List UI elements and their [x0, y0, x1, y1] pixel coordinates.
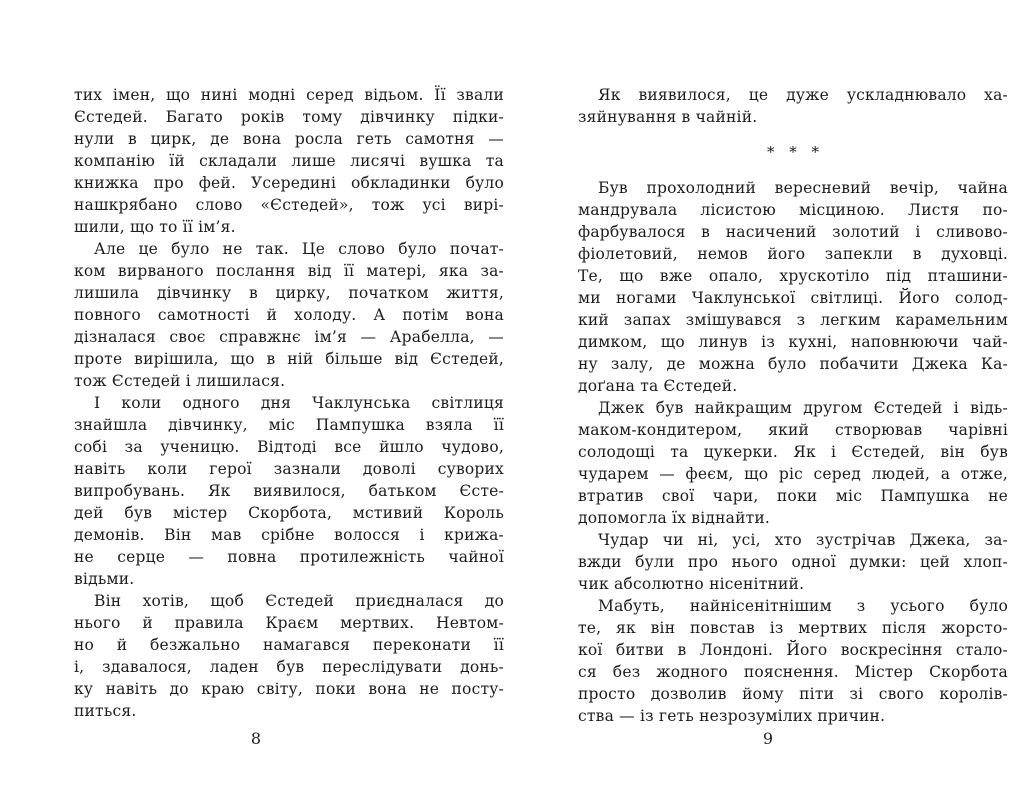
text-line: но й безжально намагався переконати її [74, 636, 504, 654]
text-line: ся без жодного пояснення. Містер Скорбота [578, 663, 1008, 681]
paragraph [74, 84, 504, 238]
text-line: книжка про фей. Усередині обкладинки було [74, 174, 504, 192]
text-line: Мабуть, найнісенітнішим з усього було [598, 597, 1008, 615]
text-line: тож Єстедей і лишилася. [74, 372, 286, 390]
text-line: димком, що линув із кухні, наповнюючи чай- [578, 333, 1008, 351]
text-line: фарбувалося в насичений золотий і сливово- [578, 223, 1008, 241]
paragraph [74, 590, 504, 722]
text-line: нули в цирк, де вона росла геть самотня — [74, 130, 504, 148]
section-separator: * * * [766, 143, 820, 161]
text-line: солодощі та цукерки. Як і Єстедей, він був [578, 443, 1008, 461]
left-page-text-column [74, 84, 504, 722]
text-line: ку навіть до краю світу, поки вона не посту- [74, 680, 504, 698]
text-line: випробувань. Як виявилося, батьком Єсте- [74, 482, 504, 500]
text-line: дізналася своє справжнє ім’я — Арабелла, — [74, 328, 504, 346]
text-line: Єстедей. Багато років тому дівчинку підки- [74, 108, 504, 126]
right-page-paragraphs-after-separator [578, 177, 1008, 727]
text-line: просто дозволив йому піти зі свого королів- [578, 685, 1008, 703]
text-line: нашкрябано слово «Єстедей», тож усі вирі- [74, 196, 504, 214]
text-line: демонів. Він мав срібне волосся і крижа- [74, 526, 504, 544]
text-line: відьми. [74, 570, 135, 588]
text-line: Те, що вже опало, хрускотіло під пташини- [578, 267, 1008, 285]
text-line: ком вирваного послання від її матері, яка за- [74, 262, 504, 280]
text-line: дей був містер Скорбота, мстивий Король [74, 504, 504, 522]
text-line: Чудар чи ні, усі, хто зустрічав Джека, за- [598, 531, 1008, 549]
text-line: чик абсолютно нісенітний. [578, 575, 805, 593]
text-line: чударем — феєм, що ріс серед людей, а отже, [578, 465, 1008, 483]
paragraph [578, 529, 1008, 595]
text-line: знайшла дівчинку, міс Пампушка взяла її [74, 416, 504, 434]
text-line: Був прохолодний вересневий вечір, чайна [598, 179, 1008, 197]
text-line: кої битви в Лондоні. Його воскресіння стало- [578, 641, 1008, 659]
text-line: компанію їй складали лише лисячі вушка та [74, 152, 504, 170]
text-line: кий запах змішувався з легким карамельним [578, 311, 1008, 329]
text-line: те, як він повстав із мертвих після жорсто- [578, 619, 1008, 637]
text-line: навіть коли герої зазнали доволі суворих [74, 460, 504, 478]
text-line: зяйнування в чайній. [578, 108, 758, 126]
text-line: ства — із геть незрозумілих причин. [578, 707, 886, 725]
text-line: питься. [74, 702, 137, 720]
text-line: допомогла їх віднайти. [578, 509, 771, 527]
paragraph [74, 392, 504, 590]
right-page-text-column [578, 84, 1008, 727]
text-line: повного самотності й холоду. А потім вона [74, 306, 504, 324]
paragraph [578, 595, 1008, 727]
text-line: втратив свої чари, поки міс Пампушка не [578, 487, 1008, 505]
text-line: І коли одного дня Чаклунська світлиця [94, 394, 504, 412]
text-line: і, здавалося, ладен був переслідувати донь- [74, 658, 504, 676]
text-line: Але це було не так. Це слово було почат- [94, 240, 504, 258]
text-line: мандрувала лісистою місциною. Листя по- [578, 201, 1008, 219]
paragraph [578, 84, 1008, 128]
right-page-number: 9 [762, 729, 774, 748]
right-page-paragraphs-before-separator [578, 84, 1008, 128]
text-line: лишила дівчинку в цирку, початком життя, [74, 284, 504, 302]
text-line: тих імен, що нині модні серед відьом. Її звали [74, 86, 504, 104]
text-line: фіолетовий, немов його запекли в духовці. [578, 245, 1008, 263]
text-line: ми ногами Чаклунської світлиці. Його солод- [578, 289, 1008, 307]
paragraph [578, 397, 1008, 529]
text-line: Він хотів, щоб Єстедей приєдналася до [94, 592, 504, 610]
text-line: Джек був найкращим другом Єстедей і відь- [598, 399, 1008, 417]
paragraph [578, 177, 1008, 397]
text-line: Як виявилося, це дуже ускладнювало ха- [598, 86, 1008, 104]
text-line: доґана та Єстедей. [578, 377, 738, 395]
paragraph [74, 238, 504, 392]
left-page-number: 8 [250, 729, 262, 748]
text-line: нього й правила Краєм мертвих. Невтом- [74, 614, 504, 632]
text-line: маком-кондитером, який створював чарівні [578, 421, 1008, 439]
text-line: собі за ученицю. Відтоді все йшло чудово, [74, 438, 504, 456]
text-line: ну залу, де можна було побачити Джека Ка- [578, 355, 1008, 373]
text-line: шили, що то її ім’я. [74, 218, 236, 236]
text-line: не серце — повна протилежність чайної [74, 548, 504, 566]
text-line: проте вирішила, що в ній більше від Єстедей, [74, 350, 504, 368]
text-line: вжди були про нього одної думки: цей хлоп- [578, 553, 1008, 571]
